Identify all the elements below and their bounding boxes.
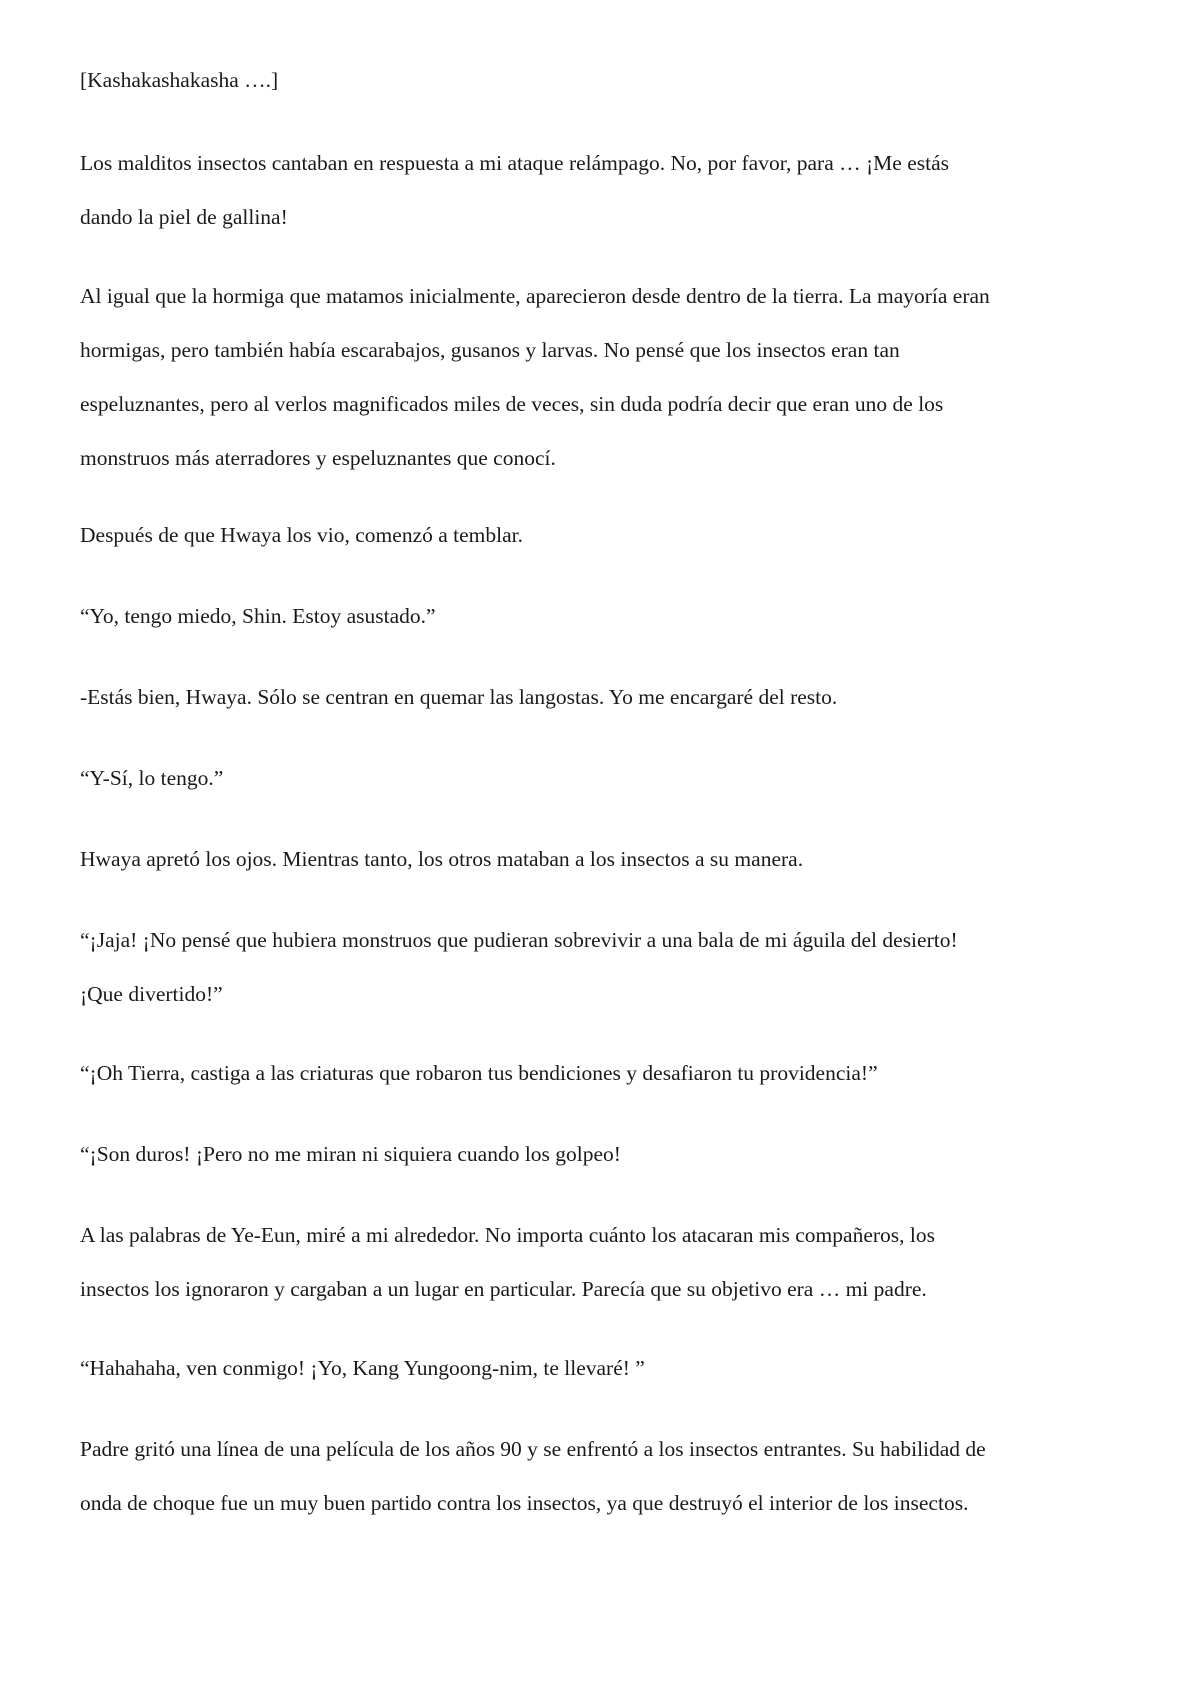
paragraph <box>80 53 1115 107</box>
paragraph <box>80 913 1115 1021</box>
text-line: “Hahahaha, ven conmigo! ¡Yo, Kang Yungoong-nim, te llevaré! ” <box>80 1356 645 1380</box>
paragraph <box>80 832 1115 886</box>
paragraph <box>80 1127 1115 1181</box>
text-line: dando la piel de gallina! <box>80 205 288 229</box>
paragraph <box>80 670 1115 724</box>
paragraph <box>80 136 1115 244</box>
text-line: Al igual que la hormiga que matamos inicialmente, aparecieron desde dentro de la tierra. La mayoría eran <box>80 284 990 308</box>
paragraph <box>80 751 1115 805</box>
paragraph <box>80 589 1115 643</box>
text-line: [Kashakashakasha ….] <box>80 68 279 92</box>
paragraph <box>80 1208 1115 1316</box>
text-line: “¡Oh Tierra, castiga a las criaturas que robaron tus bendiciones y desafiaron tu providencia!” <box>80 1061 878 1085</box>
paragraph <box>80 1046 1115 1100</box>
text-line: onda de choque fue un muy buen partido contra los insectos, ya que destruyó el interior de los insectos. <box>80 1491 969 1515</box>
text-line: Padre gritó una línea de una película de los años 90 y se enfrentó a los insectos entrantes. Su habilidad de <box>80 1437 986 1461</box>
paragraph <box>80 269 1115 485</box>
paragraph <box>80 508 1115 562</box>
text-line: “¡Son duros! ¡Pero no me miran ni siquiera cuando los golpeo! <box>80 1142 621 1166</box>
paragraph <box>80 1422 1115 1530</box>
paragraph <box>80 1341 1115 1395</box>
text-line: Hwaya apretó los ojos. Mientras tanto, los otros mataban a los insectos a su manera. <box>80 847 804 871</box>
text-line: Los malditos insectos cantaban en respuesta a mi ataque relámpago. No, por favor, para … ¡Me estás <box>80 151 949 175</box>
text-line: hormigas, pero también había escarabajos, gusanos y larvas. No pensé que los insectos eran tan <box>80 338 900 362</box>
text-line: ¡Que divertido!” <box>80 982 223 1006</box>
text-line: insectos los ignoraron y cargaban a un lugar en particular. Parecía que su objetivo era … mi padre. <box>80 1277 927 1301</box>
text-line: A las palabras de Ye-Eun, miré a mi alrededor. No importa cuánto los atacaran mis compañeros, los <box>80 1223 935 1247</box>
text-line: monstruos más aterradores y espeluznantes que conocí. <box>80 446 556 470</box>
text-line: -Estás bien, Hwaya. Sólo se centran en quemar las langostas. Yo me encargaré del resto. <box>80 685 838 709</box>
text-line: espeluznantes, pero al verlos magnificados miles de veces, sin duda podría decir que eran uno de los <box>80 392 944 416</box>
text-line: “Yo, tengo miedo, Shin. Estoy asustado.” <box>80 604 436 628</box>
text-line: Después de que Hwaya los vio, comenzó a temblar. <box>80 523 524 547</box>
text-line: “Y-Sí, lo tengo.” <box>80 766 224 790</box>
text-line: “¡Jaja! ¡No pensé que hubiera monstruos que pudieran sobrevivir a una bala de mi águila del desierto! <box>80 928 958 952</box>
